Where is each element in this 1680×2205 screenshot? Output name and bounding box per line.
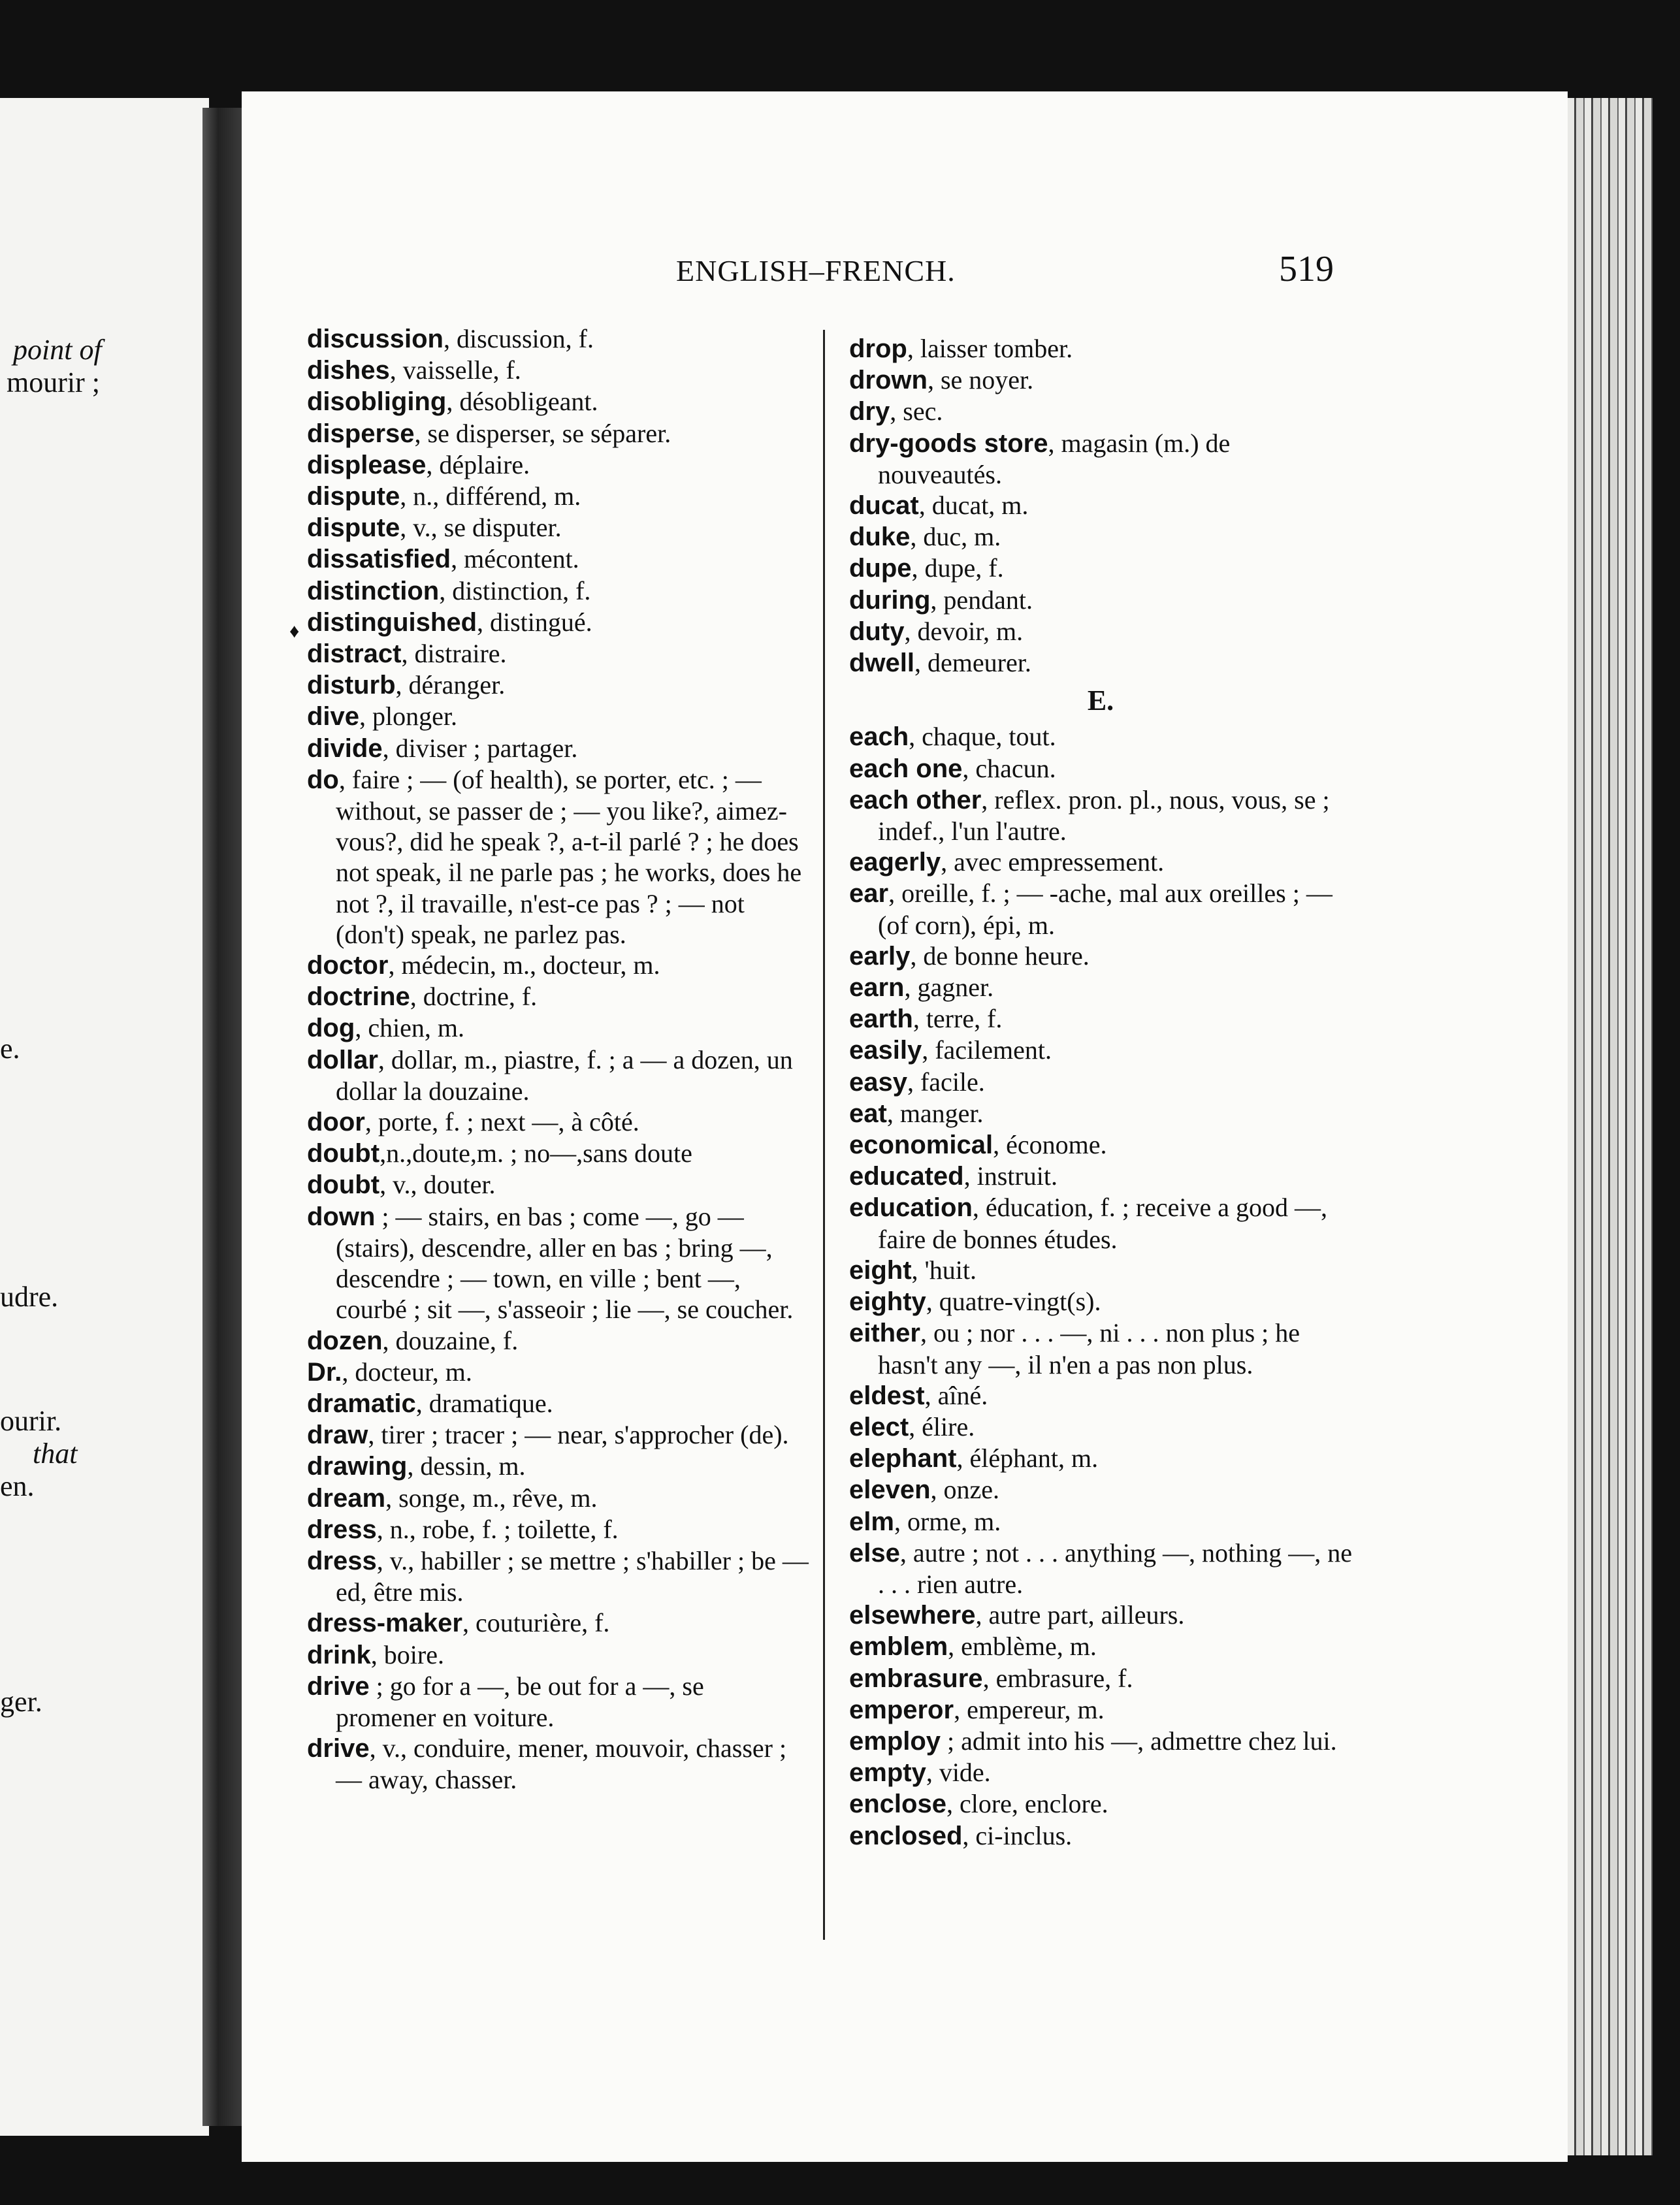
- definition: , dramatique.: [415, 1388, 553, 1418]
- definition: , v., se disputer.: [400, 513, 562, 543]
- headword: eat: [849, 1099, 887, 1128]
- section-letter: E.: [1087, 684, 1114, 717]
- dictionary-entry: [849, 1380, 1352, 1411]
- dictionary-entry: [307, 764, 810, 950]
- dictionary-entry: [307, 481, 810, 512]
- dictionary-entry: [307, 512, 810, 543]
- definition: , désobligeant.: [446, 387, 598, 417]
- definition: , déplaire.: [426, 449, 530, 479]
- definition: , économe.: [993, 1130, 1107, 1160]
- previous-page-fragment: that: [33, 1438, 78, 1470]
- previous-page: [0, 98, 209, 2136]
- dictionary-entry: [849, 1192, 1352, 1254]
- definition: , docteur, m.: [342, 1357, 472, 1387]
- dictionary-entry: [849, 1820, 1352, 1852]
- headword: divide: [307, 733, 383, 763]
- headword: dispute: [307, 513, 400, 543]
- dictionary-entry: [849, 1506, 1352, 1537]
- dictionary-entry: [307, 1044, 810, 1106]
- definition: , dollar, m., piastre, f. ; a — a dozen, un dollar la douzaine.: [336, 1044, 793, 1106]
- definition: , ci-inclus.: [962, 1820, 1073, 1850]
- headword: dress: [307, 1515, 377, 1544]
- headword: education: [849, 1193, 973, 1223]
- dictionary-entry: [849, 428, 1352, 490]
- page-edges: [1568, 98, 1653, 2155]
- definition: , éducation, f. ; receive a good —, faire de bonnes études.: [878, 1193, 1328, 1254]
- headword: distinction: [307, 576, 440, 605]
- previous-page-fragment: ger.: [0, 1686, 42, 1718]
- dictionary-entry: [849, 878, 1352, 940]
- dictionary-entry: [849, 521, 1352, 553]
- headword: duty: [849, 617, 905, 646]
- headword: dwell: [849, 649, 915, 678]
- headword: drive: [307, 1734, 370, 1763]
- headword: empty: [849, 1758, 926, 1788]
- headword: either: [849, 1319, 920, 1348]
- definition: , devoir, m.: [904, 616, 1024, 646]
- dictionary-entry: [307, 543, 810, 575]
- definition: , chien, m.: [355, 1013, 465, 1043]
- headword: Dr.: [307, 1357, 342, 1387]
- headword: each one: [849, 754, 963, 783]
- definition: , songe, m., rêve, m.: [385, 1483, 598, 1513]
- definition: , pendant.: [930, 585, 1033, 615]
- headword: discussion: [307, 325, 444, 353]
- headword: eighty: [849, 1287, 926, 1317]
- definition: , terre, f.: [913, 1004, 1003, 1034]
- headword: drawing: [307, 1452, 408, 1481]
- definition: , déranger.: [395, 670, 506, 700]
- dictionary-entry: [849, 1600, 1352, 1631]
- book-spine: [202, 108, 242, 2126]
- dictionary-entry: [307, 1639, 810, 1671]
- headword: eight: [849, 1255, 912, 1285]
- headword: dress-maker: [307, 1609, 462, 1638]
- dictionary-entry: [849, 1726, 1352, 1757]
- definition: , manger.: [886, 1098, 984, 1128]
- dictionary-entry: [849, 846, 1352, 878]
- dictionary-entry: [307, 575, 810, 607]
- previous-page-fragment: ourir.: [0, 1405, 62, 1437]
- headword: educated: [849, 1162, 964, 1191]
- dictionary-entry: [849, 333, 1352, 364]
- headword: doubt: [307, 1170, 380, 1200]
- definition: , sec.: [890, 396, 943, 427]
- definition: , autre part, ailleurs.: [975, 1600, 1185, 1630]
- dictionary-entry: [849, 1537, 1352, 1600]
- definition: , laisser tomber.: [907, 334, 1073, 363]
- right-column: [849, 333, 1352, 1852]
- definition: , vaisselle, f.: [389, 355, 521, 385]
- definition: , v., habiller ; se mettre ; s'habiller ; be — ed, être mis.: [336, 1545, 809, 1607]
- headword: emblem: [849, 1632, 948, 1662]
- definition: , n., différend, m.: [400, 481, 581, 511]
- definition: ,n.,doute,m. ; no—,sans doute: [380, 1138, 692, 1168]
- definition: , magasin (m.) de nouveautés.: [878, 428, 1231, 489]
- dictionary-entry: [849, 1474, 1352, 1505]
- definition: , emblème, m.: [948, 1632, 1097, 1662]
- definition: , gagner.: [904, 973, 994, 1003]
- dictionary-entry: [849, 647, 1352, 679]
- headword: elephant: [849, 1444, 957, 1473]
- page-number: 519: [1279, 249, 1334, 289]
- dictionary-entry: [849, 490, 1352, 521]
- margin-mark: ♦: [289, 620, 300, 642]
- definition: , se disperser, se séparer.: [414, 418, 671, 448]
- dictionary-entry: [849, 972, 1352, 1003]
- definition: , couturière, f.: [462, 1608, 610, 1638]
- headword: embrasure: [849, 1664, 983, 1693]
- definition: , reflex. pron. pl., nous, vous, se ; indef., l'un l'autre.: [878, 784, 1330, 846]
- headword: disobliging: [307, 387, 447, 417]
- definition: , chaque, tout.: [909, 722, 1056, 752]
- dictionary-entry: [307, 981, 810, 1012]
- definition: , doctrine, f.: [410, 982, 538, 1012]
- headword: easy: [849, 1067, 907, 1097]
- headword: drink: [307, 1640, 371, 1669]
- definition: , distingué.: [477, 607, 592, 637]
- dictionary-entry: [307, 1733, 810, 1795]
- dictionary-entry: [307, 950, 810, 981]
- headword: duke: [849, 523, 911, 552]
- headword: dog: [307, 1014, 355, 1043]
- dictionary-entry: [307, 669, 810, 701]
- dictionary-entry: [307, 701, 810, 732]
- headword: drive: [307, 1671, 370, 1701]
- definition: , mécontent.: [451, 544, 579, 574]
- headword: economical: [849, 1131, 993, 1160]
- dictionary-entry: [849, 721, 1352, 752]
- definition: , duc, m.: [910, 522, 1001, 552]
- headword: dupe: [849, 554, 912, 583]
- entries-e: [849, 721, 1352, 1851]
- dictionary-entry: [307, 1357, 810, 1388]
- previous-page-fragment: en.: [0, 1470, 35, 1502]
- definition: , aîné.: [924, 1380, 988, 1410]
- dictionary-entry: [307, 1138, 810, 1169]
- headword: eldest: [849, 1381, 925, 1410]
- dictionary-entry: [307, 1451, 810, 1482]
- dictionary-entry: [849, 941, 1352, 972]
- headword: disturb: [307, 671, 396, 700]
- dictionary-entry: [849, 1286, 1352, 1317]
- definition: , discussion, f.: [443, 324, 594, 353]
- definition: , faire ; — (of health), se porter, etc. ; — without, se passer de ; — you like?, aimez-vous?, did he speak ?, a-t-il parlé ? ; he does not speak, il ne parle pas ; he works, does he not ?, il travaille, n'est-ce pas ? ; — not (don't) speak, ne parlez pas.: [336, 764, 802, 949]
- definition: , 'huit.: [911, 1255, 977, 1285]
- dictionary-entry: [849, 1129, 1352, 1161]
- headword: dry: [849, 397, 890, 427]
- definition: , orme, m.: [894, 1506, 1001, 1536]
- headword: early: [849, 941, 911, 971]
- headword: drown: [849, 366, 928, 395]
- definition: , instruit.: [963, 1161, 1058, 1191]
- previous-page-fragment: udre.: [0, 1281, 59, 1313]
- headword: elect: [849, 1412, 909, 1441]
- definition: , v., conduire, mener, mouvoir, chasser ; — away, chasser.: [336, 1733, 787, 1795]
- headword: dollar: [307, 1045, 378, 1074]
- headword: displease: [307, 450, 427, 479]
- definition: ; — stairs, en bas ; come —, go — (stairs), descendre, aller en bas ; bring —, descendre ; — town, en ville ; bent —, courbé ; sit —, s'asseoir ; lie —, se coucher.: [336, 1201, 794, 1325]
- headword: dive: [307, 702, 360, 732]
- definition: , élire.: [909, 1411, 975, 1441]
- dictionary-entry: [849, 1694, 1352, 1726]
- definition: , distinction, f.: [439, 575, 591, 605]
- definition: , avec empressement.: [941, 847, 1165, 877]
- dictionary-entry: [849, 396, 1352, 427]
- headword: elm: [849, 1507, 894, 1536]
- headword: dress: [307, 1546, 377, 1575]
- headword: distinguished: [307, 607, 477, 637]
- headword: each: [849, 722, 909, 752]
- headword: during: [849, 585, 931, 615]
- definition: , ducat, m.: [918, 491, 1029, 521]
- dictionary-entry: [307, 449, 810, 481]
- headword: dramatic: [307, 1389, 416, 1418]
- headword: doctor: [307, 951, 389, 980]
- headword: down: [307, 1202, 376, 1231]
- dictionary-entry: [307, 607, 810, 638]
- headword: dispute: [307, 482, 400, 511]
- definition: , vide.: [926, 1758, 991, 1788]
- definition: , se noyer.: [927, 365, 1034, 395]
- dictionary-entry: [849, 1161, 1352, 1192]
- dictionary-entry: [849, 1631, 1352, 1662]
- dictionary-entry: [849, 616, 1352, 647]
- definition: , plonger.: [359, 701, 458, 732]
- definition: , diviser ; partager.: [382, 733, 578, 763]
- dictionary-entry: [307, 1325, 810, 1357]
- headword: do: [307, 765, 339, 794]
- definition: , chacun.: [962, 753, 1056, 783]
- definition: , dessin, m.: [407, 1451, 526, 1481]
- previous-page-fragment: mourir ;: [7, 366, 100, 398]
- previous-page-fragment: e.: [0, 1033, 20, 1065]
- definition: , boire.: [370, 1639, 444, 1669]
- headword: draw: [307, 1421, 368, 1450]
- definition: , v., douter.: [380, 1170, 496, 1200]
- headword: each other: [849, 785, 982, 814]
- dictionary-entry: [307, 1545, 810, 1607]
- definition: , ou ; nor . . . —, ni . . . non plus ; he hasn't any —, il n'en a pas non plus.: [878, 1318, 1300, 1379]
- headword: doubt: [307, 1139, 380, 1168]
- headword: ear: [849, 879, 889, 909]
- dictionary-entry: [307, 1012, 810, 1044]
- dictionary-entry: [307, 1514, 810, 1545]
- definition: ; admit into his —, admettre chez lui.: [941, 1726, 1337, 1756]
- definition: , facile.: [907, 1067, 985, 1097]
- dictionary-entry: [849, 1003, 1352, 1035]
- definition: , embrasure, f.: [982, 1663, 1133, 1693]
- headword: dishes: [307, 356, 390, 385]
- dictionary-entry: [849, 1098, 1352, 1129]
- definition: , douzaine, f.: [382, 1325, 519, 1355]
- definition: , empereur, m.: [954, 1694, 1105, 1724]
- definition: , oreille, f. ; — -ache, mal aux oreilles ; — (of corn), épi, m.: [878, 878, 1333, 940]
- headword: eleven: [849, 1475, 931, 1505]
- headword: dry-goods store: [849, 428, 1048, 458]
- dictionary-entry: [849, 1411, 1352, 1443]
- definition: , facilement.: [922, 1035, 1052, 1065]
- previous-page-fragment: point of: [13, 334, 102, 366]
- dictionary-entry: [849, 364, 1352, 396]
- dictionary-entry: [849, 1443, 1352, 1474]
- definition: ; go for a —, be out for a —, se promener en voiture.: [336, 1671, 704, 1732]
- headword: earn: [849, 973, 905, 1003]
- definition: , tirer ; tracer ; — near, s'approcher (de).: [368, 1420, 789, 1450]
- dictionary-entry: [849, 1663, 1352, 1694]
- headword: dream: [307, 1483, 386, 1513]
- definition: , onze.: [930, 1475, 1000, 1505]
- dictionary-entry: [307, 1169, 810, 1200]
- headword: dissatisfied: [307, 545, 451, 574]
- definition: , clore, enclore.: [946, 1789, 1108, 1819]
- headword: employ: [849, 1726, 941, 1756]
- dictionary-entry: [307, 1419, 810, 1451]
- dictionary-entry: [307, 1201, 810, 1325]
- dictionary-entry: [307, 733, 810, 764]
- dictionary-entry: [849, 1317, 1352, 1379]
- headword: disperse: [307, 419, 415, 448]
- headword: doctrine: [307, 982, 410, 1012]
- dictionary-entry: [307, 1607, 810, 1639]
- dictionary-entry: [307, 1388, 810, 1419]
- headword: emperor: [849, 1695, 954, 1724]
- headword: enclosed: [849, 1821, 963, 1850]
- headword: easily: [849, 1036, 922, 1065]
- headword: else: [849, 1538, 900, 1568]
- headword: elsewhere: [849, 1601, 976, 1630]
- definition: , dupe, f.: [911, 553, 1004, 583]
- left-column: [307, 323, 810, 1795]
- running-head: ENGLISH–FRENCH.: [676, 254, 956, 287]
- dictionary-entry: [307, 1106, 810, 1138]
- definition: , n., robe, f. ; toilette, f.: [376, 1514, 619, 1544]
- dictionary-entry: [307, 638, 810, 669]
- definition: , éléphant, m.: [956, 1443, 1099, 1473]
- definition: , de bonne heure.: [910, 941, 1090, 971]
- headword: enclose: [849, 1790, 946, 1819]
- dictionary-entry: [307, 386, 810, 417]
- dictionary-entry: [307, 1671, 810, 1733]
- dictionary-entry: [849, 753, 1352, 784]
- definition: , autre ; not . . . anything —, nothing —, ne . . . rien autre.: [878, 1537, 1352, 1599]
- headword: door: [307, 1108, 365, 1137]
- definition: , distraire.: [401, 639, 507, 669]
- headword: dozen: [307, 1326, 383, 1355]
- dictionary-entry: [849, 784, 1352, 846]
- dictionary-entry: [849, 1035, 1352, 1066]
- definition: , médecin, m., docteur, m.: [388, 950, 660, 980]
- headword: ducat: [849, 491, 919, 521]
- definition: , quatre-vingt(s).: [926, 1287, 1101, 1317]
- dictionary-entry: [849, 1757, 1352, 1788]
- headword: earth: [849, 1005, 913, 1034]
- headword: drop: [849, 334, 907, 363]
- dictionary-entry: [307, 1483, 810, 1514]
- column-rule: [823, 330, 825, 1940]
- dictionary-entry: [307, 323, 810, 355]
- dictionary-entry: [307, 418, 810, 449]
- dictionary-entry: [849, 1067, 1352, 1098]
- headword: distract: [307, 639, 402, 669]
- dictionary-entry: [849, 1255, 1352, 1286]
- dictionary-entry: [849, 585, 1352, 616]
- headword: eagerly: [849, 848, 941, 877]
- entries-d: [849, 333, 1352, 679]
- dictionary-entry: [307, 355, 810, 386]
- dictionary-entry: [849, 553, 1352, 584]
- definition: , porte, f. ; next —, à côté.: [364, 1107, 639, 1137]
- definition: , demeurer.: [914, 648, 1031, 678]
- dictionary-entry: [849, 1788, 1352, 1820]
